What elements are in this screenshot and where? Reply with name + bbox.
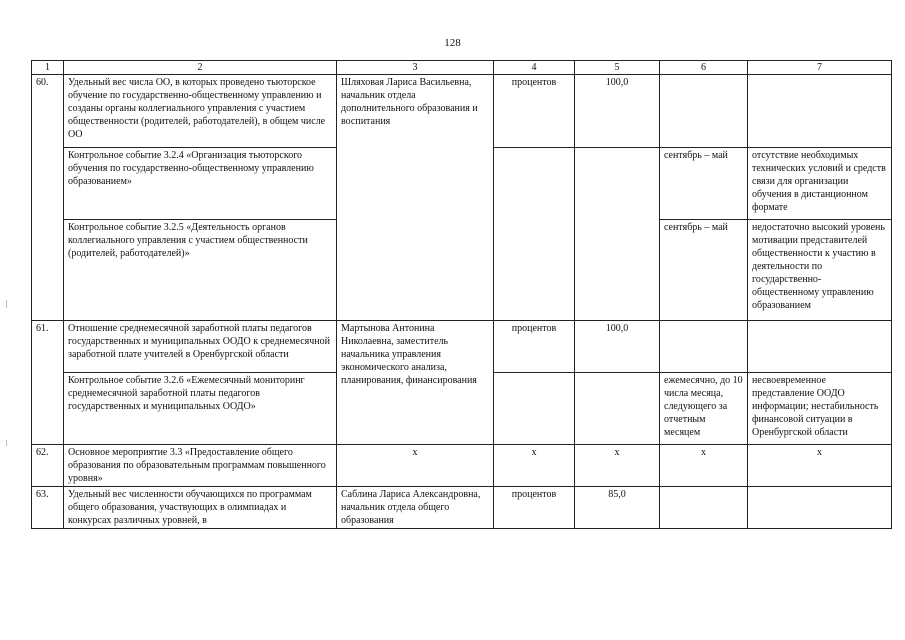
main-activity: Основное мероприятие 3.3 «Предоставление общего образования по образовательным программам повышенного уровня» — [64, 445, 337, 487]
table-row — [32, 75, 892, 148]
row-number: 61. — [32, 321, 64, 445]
row-number: 62. — [32, 445, 64, 487]
table-row — [32, 445, 892, 487]
period-cell — [660, 487, 748, 529]
target-value: 85,0 — [575, 487, 660, 529]
event-risk: отсутствие необходимых технических условий и средств связи для организации обучения в дистанционном формате — [748, 148, 892, 220]
unit-cell — [494, 148, 575, 321]
column-numbers-row — [32, 61, 892, 75]
event-period: сентябрь – май — [660, 148, 748, 220]
risk-cell — [748, 75, 892, 148]
x-mark: х — [748, 445, 892, 487]
column-number: 2 — [64, 61, 337, 75]
control-event: Контрольное событие 3.2.6 «Ежемесячный мониторинг среднемесячной заработной платы педагогов государственных и муниципальных ООДО» — [64, 373, 337, 445]
row-number: 63. — [32, 487, 64, 529]
event-risk: несвоевременное представление ООДО информации; нестабильность финансовой ситуации в Оренбургской области — [748, 373, 892, 445]
x-mark: х — [337, 445, 494, 487]
table-row — [32, 487, 892, 529]
indicator-text: Удельный вес численности обучающихся по программам общего образования, участвующих в олимпиадах и конкурсах различных уровней, в — [64, 487, 337, 529]
responsible-person: Мартынова Антонина Николаевна, заместитель начальника управления экономического анализа, планирования, финансирования — [337, 321, 494, 445]
unit: процентов — [494, 487, 575, 529]
control-event: Контрольное событие 3.2.5 «Деятельность органов коллегиального управления с участием общественности (родителей, работодателей)» — [64, 220, 337, 321]
column-number: 3 — [337, 61, 494, 75]
period-cell — [660, 321, 748, 373]
scan-edge-mark — [6, 300, 7, 308]
x-mark: х — [494, 445, 575, 487]
target-value: 100,0 — [575, 75, 660, 148]
target-value: 100,0 — [575, 321, 660, 373]
table-row — [32, 321, 892, 373]
x-mark: х — [660, 445, 748, 487]
responsible-person: Шляховая Лариса Васильевна, начальник отдела дополнительного образования и воспитания — [337, 75, 494, 321]
control-event: Контрольное событие 3.2.4 «Организация тьюторского обучения по государственно-общественному управлению образованием» — [64, 148, 337, 220]
period-cell — [660, 75, 748, 148]
risk-cell — [748, 487, 892, 529]
unit: процентов — [494, 75, 575, 148]
unit: процентов — [494, 321, 575, 373]
column-number: 1 — [32, 61, 64, 75]
indicator-text: Удельный вес числа ОО, в которых проведено тьюторское обучение по государственно-общественному управлению и созданы органы коллегиального управления с участием общественности (родителей, работодателей), в общем числе ОО — [64, 75, 337, 148]
event-period: ежемесячно, до 10 числа месяца, следующего за отчетным месяцем — [660, 373, 748, 445]
event-risk: недостаточно высокий уровень мотивации представителей общественности к участию в деятельности по государственно-общественному управлению образованием — [748, 220, 892, 321]
page-number: 128 — [444, 37, 461, 49]
column-number: 7 — [748, 61, 892, 75]
column-number: 6 — [660, 61, 748, 75]
row-number: 60. — [32, 75, 64, 321]
event-period: сентябрь – май — [660, 220, 748, 321]
risk-cell — [748, 321, 892, 373]
x-mark: х — [575, 445, 660, 487]
indicator-text: Отношение среднемесячной заработной платы педагогов государственных и муниципальных ООДО к среднемесячной заработной плате учителей в Оренбургской области — [64, 321, 337, 373]
unit-cell — [494, 373, 575, 445]
column-number: 5 — [575, 61, 660, 75]
value-cell — [575, 373, 660, 445]
value-cell — [575, 148, 660, 321]
scan-edge-mark — [6, 440, 7, 446]
column-number: 4 — [494, 61, 575, 75]
responsible-person: Саблина Лариса Александровна, начальник отдела общего образования — [337, 487, 494, 529]
plan-table — [31, 60, 892, 529]
